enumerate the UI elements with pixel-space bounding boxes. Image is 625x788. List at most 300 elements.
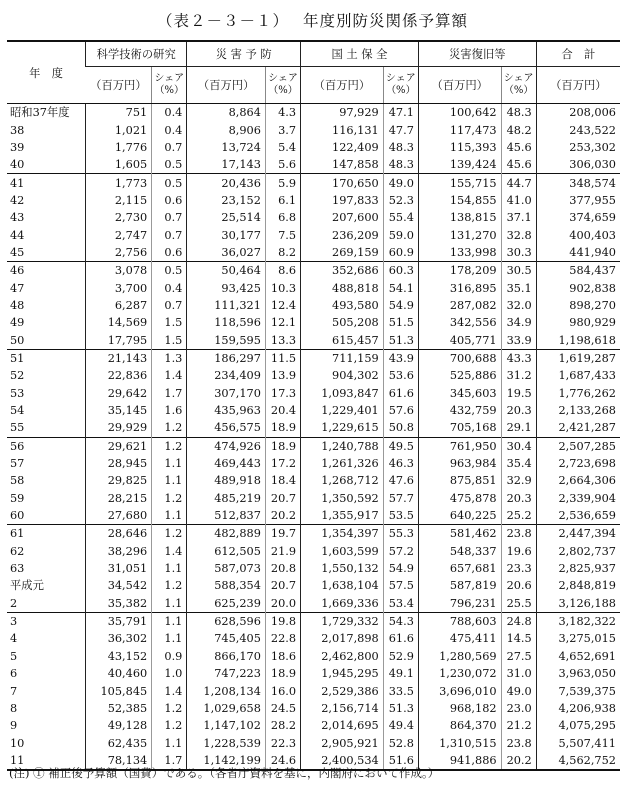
cell-prevention-share: 22.8 [265, 630, 300, 647]
cell-research-amount: 1,021 [86, 121, 152, 138]
cell-land-amount: 1,638,104 [301, 577, 384, 594]
cell-prevention-amount: 747,223 [187, 665, 266, 682]
cell-year: 6 [10, 667, 18, 681]
cell-year: 3 [7, 612, 86, 630]
cell-land-share: 54.3 [383, 612, 418, 630]
cell-land-amount: 904,302 [301, 367, 384, 384]
table-row [7, 490, 620, 507]
cell-year: 62 [10, 544, 25, 558]
cell-year: 44 [10, 228, 25, 242]
cell-prevention-amount: 20,436 [187, 174, 266, 192]
cell-research-amount: 62,435 [86, 734, 152, 751]
cell-prevention-amount: 8,906 [187, 121, 266, 138]
cell-total-amount: 2,507,285 [536, 437, 620, 455]
cell-research-amount: 2,115 [86, 192, 152, 209]
cell-land-amount: 122,409 [301, 139, 384, 156]
cell-land-amount: 1,240,788 [301, 437, 384, 455]
cell-recovery-amount: 3,696,010 [418, 682, 501, 699]
cell-year: 45 [10, 245, 25, 259]
cell-recovery-share: 27.5 [501, 648, 536, 665]
cell-research-amount: 28,945 [86, 455, 152, 472]
cell-land-amount: 1,729,332 [301, 612, 384, 630]
cell-recovery-amount: 581,462 [418, 525, 501, 543]
cell-prevention-amount: 485,219 [187, 490, 266, 507]
table-row [7, 104, 620, 122]
cell-research-amount: 35,382 [86, 595, 152, 613]
table-row [7, 595, 620, 613]
cell-research-amount: 1,776 [86, 139, 152, 156]
cell-land-share: 54.9 [383, 560, 418, 577]
cell-prevention-amount: 8,864 [187, 104, 266, 122]
cell-recovery-amount: 405,771 [418, 331, 501, 349]
cell-year: 43 [10, 211, 25, 225]
cell-recovery-share: 44.7 [501, 174, 536, 192]
table-row [7, 139, 620, 156]
cell-total-amount: 3,182,322 [536, 612, 620, 630]
cell-prevention-amount: 482,889 [187, 525, 266, 543]
cell-year: 42 [10, 193, 25, 207]
cell-research-amount: 22,836 [86, 367, 152, 384]
cell-land-amount: 615,457 [301, 331, 384, 349]
table-body [7, 104, 620, 771]
cell-year: 46 [7, 262, 86, 280]
cell-recovery-amount: 342,556 [418, 314, 501, 331]
cell-recovery-amount: 1,280,569 [418, 648, 501, 665]
cell-land-share: 60.3 [383, 262, 418, 280]
unit-header: （百万円） [301, 67, 384, 104]
cell-year: 49 [10, 316, 25, 330]
cell-total-amount: 2,802,737 [536, 543, 620, 560]
cell-total-amount: 4,652,691 [536, 648, 620, 665]
table-row [7, 244, 620, 262]
table-row [7, 262, 620, 280]
cell-recovery-share: 30.4 [501, 437, 536, 455]
cell-land-amount: 1,355,917 [301, 507, 384, 525]
cell-recovery-amount: 705,168 [418, 419, 501, 437]
cell-prevention-share: 20.0 [265, 595, 300, 613]
cell-recovery-share: 41.0 [501, 192, 536, 209]
cell-land-amount: 2,462,800 [301, 648, 384, 665]
cell-recovery-amount: 115,393 [418, 139, 501, 156]
cell-recovery-share: 37.1 [501, 209, 536, 226]
table-row [7, 156, 620, 174]
cell-total-amount: 2,339,904 [536, 490, 620, 507]
cell-prevention-amount: 1,029,658 [187, 700, 266, 717]
cell-prevention-share: 11.5 [265, 349, 300, 367]
cell-recovery-share: 21.2 [501, 717, 536, 734]
cell-prevention-share: 3.7 [265, 121, 300, 138]
table-row [7, 472, 620, 489]
cell-prevention-share: 7.5 [265, 226, 300, 243]
cell-year: 11 [7, 752, 86, 770]
header-land-conservation: 国 土 保 全 [301, 41, 419, 67]
footnote: (注) ① 補正後予算額（国費）である。（各省庁資料を基に，内閣府において作成。） [9, 766, 440, 780]
cell-recovery-share: 45.6 [501, 139, 536, 156]
cell-land-share: 49.5 [383, 437, 418, 455]
header-total: 合 計 [536, 41, 620, 67]
unit-header: （百万円） [418, 67, 501, 104]
cell-land-amount: 1,229,401 [301, 402, 384, 419]
cell-research-share: 1.5 [152, 314, 187, 331]
cell-research-amount: 3,700 [86, 279, 152, 296]
cell-land-share: 46.3 [383, 455, 418, 472]
table-row [7, 297, 620, 314]
cell-prevention-share: 5.4 [265, 139, 300, 156]
cell-recovery-share: 30.5 [501, 262, 536, 280]
cell-prevention-share: 21.9 [265, 543, 300, 560]
cell-recovery-amount: 587,819 [418, 577, 501, 594]
cell-land-share: 49.1 [383, 665, 418, 682]
cell-prevention-share: 28.2 [265, 717, 300, 734]
cell-land-amount: 269,159 [301, 244, 384, 262]
cell-land-amount: 1,268,712 [301, 472, 384, 489]
cell-year: 63 [10, 562, 25, 576]
table-row [7, 349, 620, 367]
cell-research-amount: 27,680 [86, 507, 152, 525]
cell-prevention-amount: 93,425 [187, 279, 266, 296]
cell-prevention-amount: 1,147,102 [187, 717, 266, 734]
cell-research-amount: 29,825 [86, 472, 152, 489]
cell-research-share: 0.5 [152, 174, 187, 192]
cell-research-share: 1.1 [152, 560, 187, 577]
cell-prevention-share: 10.3 [265, 279, 300, 296]
cell-year: 5 [10, 649, 18, 663]
cell-recovery-share: 25.2 [501, 507, 536, 525]
cell-land-amount: 197,833 [301, 192, 384, 209]
cell-research-share: 1.2 [152, 490, 187, 507]
cell-total-amount: 980,929 [536, 314, 620, 331]
cell-research-share: 1.1 [152, 455, 187, 472]
cell-research-amount: 751 [86, 104, 152, 122]
cell-land-amount: 1,261,326 [301, 455, 384, 472]
cell-recovery-amount: 475,878 [418, 490, 501, 507]
cell-total-amount: 1,776,262 [536, 385, 620, 402]
cell-land-amount: 97,929 [301, 104, 384, 122]
cell-land-amount: 236,209 [301, 226, 384, 243]
cell-recovery-amount: 1,310,515 [418, 734, 501, 751]
table-row [7, 700, 620, 717]
cell-prevention-amount: 13,724 [187, 139, 266, 156]
cell-land-amount: 2,905,921 [301, 734, 384, 751]
cell-prevention-share: 20.8 [265, 560, 300, 577]
cell-year: 平成元 [10, 579, 44, 593]
cell-recovery-share: 31.2 [501, 367, 536, 384]
table-title [0, 9, 625, 31]
cell-land-share: 47.7 [383, 121, 418, 138]
cell-research-share: 1.2 [152, 577, 187, 594]
cell-prevention-amount: 118,596 [187, 314, 266, 331]
cell-total-amount: 584,437 [536, 262, 620, 280]
cell-land-amount: 493,580 [301, 297, 384, 314]
cell-prevention-amount: 456,575 [187, 419, 266, 437]
cell-research-share: 1.1 [152, 595, 187, 613]
cell-land-share: 59.0 [383, 226, 418, 243]
cell-research-amount: 40,460 [86, 665, 152, 682]
cell-land-share: 49.0 [383, 174, 418, 192]
table-row [7, 612, 620, 630]
cell-research-share: 1.1 [152, 472, 187, 489]
cell-research-amount: 34,542 [86, 577, 152, 594]
cell-total-amount: 2,133,268 [536, 402, 620, 419]
cell-prevention-amount: 745,405 [187, 630, 266, 647]
cell-recovery-amount: 657,681 [418, 560, 501, 577]
header-recovery: 災害復旧等 [418, 41, 536, 67]
cell-total-amount: 306,030 [536, 156, 620, 174]
cell-research-share: 0.6 [152, 244, 187, 262]
cell-land-share: 52.9 [383, 648, 418, 665]
share-label: シェア （%） [503, 73, 534, 96]
cell-prevention-amount: 307,170 [187, 385, 266, 402]
cell-land-share: 50.8 [383, 419, 418, 437]
cell-year: 55 [10, 421, 25, 435]
year-header: 年 度 [7, 41, 86, 104]
cell-prevention-amount: 23,152 [187, 192, 266, 209]
cell-year: 50 [10, 333, 25, 347]
cell-total-amount: 3,275,015 [536, 630, 620, 647]
table-row [7, 507, 620, 525]
cell-research-share: 1.3 [152, 349, 187, 367]
cell-land-amount: 1,550,132 [301, 560, 384, 577]
cell-total-amount: 5,507,411 [536, 734, 620, 751]
cell-year: 2 [10, 596, 18, 610]
cell-research-share: 1.7 [152, 752, 187, 770]
cell-research-amount: 35,791 [86, 612, 152, 630]
cell-research-amount: 21,143 [86, 349, 152, 367]
cell-prevention-share: 19.8 [265, 612, 300, 630]
cell-total-amount: 2,447,394 [536, 525, 620, 543]
cell-recovery-amount: 131,270 [418, 226, 501, 243]
share-header [265, 67, 300, 104]
cell-recovery-amount: 761,950 [418, 437, 501, 455]
cell-recovery-amount: 100,642 [418, 104, 501, 122]
table-row [7, 648, 620, 665]
table-row [7, 734, 620, 751]
cell-recovery-amount: 796,231 [418, 595, 501, 613]
cell-prevention-share: 20.2 [265, 507, 300, 525]
table-heading: 年度別防災関係予算額 [303, 12, 469, 30]
cell-recovery-amount: 133,998 [418, 244, 501, 262]
cell-research-amount: 28,215 [86, 490, 152, 507]
cell-land-share: 48.3 [383, 139, 418, 156]
unit-header: （百万円） [86, 67, 152, 104]
cell-land-amount: 505,208 [301, 314, 384, 331]
cell-prevention-share: 8.6 [265, 262, 300, 280]
cell-research-share: 1.4 [152, 367, 187, 384]
cell-land-share: 51.5 [383, 314, 418, 331]
table-row [7, 314, 620, 331]
cell-prevention-amount: 186,297 [187, 349, 266, 367]
cell-total-amount: 3,126,188 [536, 595, 620, 613]
cell-prevention-amount: 435,963 [187, 402, 266, 419]
cell-recovery-share: 48.2 [501, 121, 536, 138]
cell-prevention-share: 18.9 [265, 665, 300, 682]
cell-research-share: 0.4 [152, 121, 187, 138]
cell-prevention-share: 16.0 [265, 682, 300, 699]
cell-land-amount: 2,400,534 [301, 752, 384, 770]
cell-recovery-share: 49.0 [501, 682, 536, 699]
cell-research-share: 0.7 [152, 209, 187, 226]
cell-prevention-amount: 1,208,134 [187, 682, 266, 699]
cell-land-share: 52.3 [383, 192, 418, 209]
cell-recovery-share: 25.5 [501, 595, 536, 613]
cell-recovery-share: 33.9 [501, 331, 536, 349]
cell-research-amount: 2,730 [86, 209, 152, 226]
cell-land-share: 55.3 [383, 525, 418, 543]
cell-prevention-amount: 588,354 [187, 577, 266, 594]
cell-prevention-share: 6.1 [265, 192, 300, 209]
cell-total-amount: 2,421,287 [536, 419, 620, 437]
cell-total-amount: 441,940 [536, 244, 620, 262]
cell-year: 9 [10, 719, 18, 733]
cell-land-share: 53.6 [383, 367, 418, 384]
cell-research-amount: 1,605 [86, 156, 152, 174]
cell-prevention-share: 8.2 [265, 244, 300, 262]
cell-prevention-amount: 512,837 [187, 507, 266, 525]
table-number: （表２－３－１） [156, 12, 289, 30]
cell-recovery-amount: 345,603 [418, 385, 501, 402]
cell-land-share: 47.6 [383, 472, 418, 489]
cell-research-share: 0.7 [152, 226, 187, 243]
cell-research-amount: 29,642 [86, 385, 152, 402]
cell-research-amount: 29,621 [86, 437, 152, 455]
share-header [383, 67, 418, 104]
cell-recovery-amount: 154,855 [418, 192, 501, 209]
cell-prevention-share: 20.4 [265, 402, 300, 419]
cell-recovery-share: 35.1 [501, 279, 536, 296]
cell-recovery-amount: 178,209 [418, 262, 501, 280]
cell-prevention-amount: 111,321 [187, 297, 266, 314]
cell-recovery-amount: 700,688 [418, 349, 501, 367]
cell-year: 47 [10, 281, 25, 295]
cell-research-share: 1.4 [152, 682, 187, 699]
cell-land-share: 51.3 [383, 331, 418, 349]
table-row [7, 543, 620, 560]
cell-prevention-share: 20.7 [265, 577, 300, 594]
header-prevention: 災 害 予 防 [187, 41, 301, 67]
cell-research-amount: 2,747 [86, 226, 152, 243]
cell-research-amount: 29,929 [86, 419, 152, 437]
cell-land-share: 54.1 [383, 279, 418, 296]
cell-prevention-amount: 587,073 [187, 560, 266, 577]
cell-prevention-share: 24.6 [265, 752, 300, 770]
cell-research-amount: 6,287 [86, 297, 152, 314]
cell-recovery-share: 48.3 [501, 104, 536, 122]
cell-year: 39 [10, 140, 25, 154]
cell-land-amount: 1,945,295 [301, 665, 384, 682]
cell-prevention-share: 17.3 [265, 385, 300, 402]
cell-recovery-share: 23.3 [501, 560, 536, 577]
cell-prevention-amount: 866,170 [187, 648, 266, 665]
cell-total-amount: 1,198,618 [536, 331, 620, 349]
cell-year: 4 [10, 632, 18, 646]
cell-recovery-share: 30.3 [501, 244, 536, 262]
table-row [7, 192, 620, 209]
budget-table [7, 40, 620, 771]
cell-research-share: 0.6 [152, 192, 187, 209]
cell-research-share: 1.5 [152, 331, 187, 349]
cell-recovery-amount: 968,182 [418, 700, 501, 717]
cell-recovery-amount: 548,337 [418, 543, 501, 560]
cell-year: 48 [10, 298, 25, 312]
cell-research-amount: 28,646 [86, 525, 152, 543]
unit-header: （百万円） [187, 67, 266, 104]
table-row [7, 717, 620, 734]
table-row [7, 525, 620, 543]
cell-recovery-amount: 525,886 [418, 367, 501, 384]
share-header [501, 67, 536, 104]
cell-research-share: 1.0 [152, 665, 187, 682]
cell-year: 38 [10, 123, 25, 137]
cell-total-amount: 2,825,937 [536, 560, 620, 577]
cell-research-amount: 36,302 [86, 630, 152, 647]
cell-recovery-amount: 287,082 [418, 297, 501, 314]
cell-research-amount: 2,756 [86, 244, 152, 262]
cell-research-amount: 52,385 [86, 700, 152, 717]
share-label: シェア （%） [154, 73, 185, 96]
cell-land-amount: 1,093,847 [301, 385, 384, 402]
cell-year: 7 [10, 684, 18, 698]
cell-research-share: 0.5 [152, 156, 187, 174]
cell-year: 昭和37年度 [10, 106, 70, 120]
cell-prevention-amount: 30,177 [187, 226, 266, 243]
cell-year: 10 [10, 736, 25, 750]
cell-total-amount: 400,403 [536, 226, 620, 243]
cell-land-share: 52.8 [383, 734, 418, 751]
cell-land-amount: 207,600 [301, 209, 384, 226]
cell-year: 51 [7, 349, 86, 367]
cell-research-amount: 1,773 [86, 174, 152, 192]
cell-research-share: 1.1 [152, 507, 187, 525]
cell-prevention-amount: 50,464 [187, 262, 266, 280]
cell-land-share: 57.2 [383, 543, 418, 560]
share-label: シェア （%） [385, 73, 416, 96]
share-header [152, 67, 187, 104]
cell-prevention-share: 12.4 [265, 297, 300, 314]
cell-prevention-share: 13.9 [265, 367, 300, 384]
cell-prevention-share: 17.2 [265, 455, 300, 472]
cell-recovery-share: 20.6 [501, 577, 536, 594]
cell-recovery-amount: 475,411 [418, 630, 501, 647]
cell-total-amount: 902,838 [536, 279, 620, 296]
cell-research-share: 0.7 [152, 297, 187, 314]
cell-prevention-share: 18.9 [265, 437, 300, 455]
cell-research-share: 1.2 [152, 525, 187, 543]
cell-recovery-amount: 788,603 [418, 612, 501, 630]
cell-recovery-share: 23.8 [501, 525, 536, 543]
cell-total-amount: 1,619,287 [536, 349, 620, 367]
table-row [7, 437, 620, 455]
cell-land-share: 61.6 [383, 385, 418, 402]
cell-recovery-amount: 432,759 [418, 402, 501, 419]
cell-research-share: 1.2 [152, 437, 187, 455]
cell-recovery-amount: 1,230,072 [418, 665, 501, 682]
cell-land-share: 48.3 [383, 156, 418, 174]
cell-prevention-share: 18.6 [265, 648, 300, 665]
table-row [7, 279, 620, 296]
unit-header: （百万円） [536, 67, 620, 104]
cell-land-amount: 116,131 [301, 121, 384, 138]
cell-total-amount: 4,206,938 [536, 700, 620, 717]
cell-prevention-amount: 628,596 [187, 612, 266, 630]
cell-land-amount: 2,014,695 [301, 717, 384, 734]
cell-research-share: 0.4 [152, 104, 187, 122]
cell-recovery-share: 24.8 [501, 612, 536, 630]
header-research: 科学技術の研究 [86, 41, 187, 67]
cell-prevention-amount: 234,409 [187, 367, 266, 384]
table-row [7, 560, 620, 577]
cell-year: 53 [10, 386, 25, 400]
cell-research-share: 1.2 [152, 419, 187, 437]
